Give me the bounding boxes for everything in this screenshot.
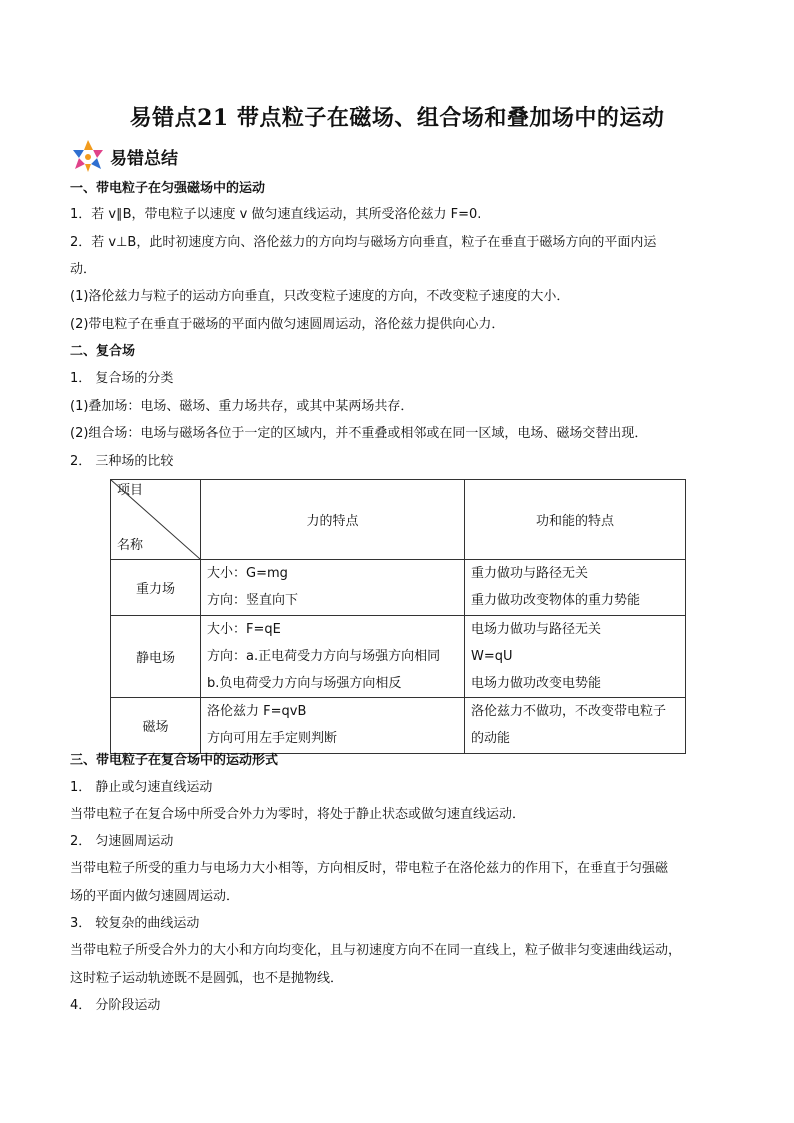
cell-line: 电场力做功改变电势能 xyxy=(471,676,602,691)
page-title: 易错点21 带点粒子在磁场、组合场和叠加场中的运动 xyxy=(129,105,665,131)
corner-bottom-label: 名称 xyxy=(117,538,144,553)
table-row xyxy=(111,560,686,616)
paragraph: 2．若 v⊥B，此时初速度方向、洛伦兹力的方向均与磁场方向垂直，粒子在垂直于磁场方向的平面内运 xyxy=(70,235,657,250)
cell-line: 重力做功与路径无关 xyxy=(471,566,589,581)
paragraph: 1． 静止或匀速直线运动 xyxy=(70,780,213,795)
cell-line: 电场力做功与路径无关 xyxy=(471,622,602,637)
summary-header xyxy=(70,138,178,174)
cell-line: 大小：G=mg xyxy=(207,566,288,581)
paragraph: 当带电粒子所受合外力的大小和方向均变化，且与初速度方向不在同一直线上，粒子做非匀变速曲线运动， xyxy=(70,943,682,958)
cell-line: 洛伦兹力 F=qvB xyxy=(207,704,307,719)
paragraph: 当带电粒子所受的重力与电场力大小相等，方向相反时，带电粒子在洛伦兹力的作用下，在垂直于匀强磁 xyxy=(70,861,669,876)
force-cell xyxy=(201,560,465,616)
cell-line: 方向：a.正电荷受力方向与场强方向相同 xyxy=(207,649,441,664)
diagonal-header-cell xyxy=(111,480,201,560)
cell-line: W=qU xyxy=(471,649,513,664)
column-header: 功和能的特点 xyxy=(465,480,686,560)
cell-line: 洛伦兹力不做功，不改变带电粒子 xyxy=(471,704,667,719)
force-cell xyxy=(201,616,465,698)
section-heading: 一、带电粒子在匀强磁场中的运动 xyxy=(70,181,266,196)
cell-line: 大小：F=qE xyxy=(207,622,281,637)
corner-top-label: 项目 xyxy=(117,483,144,498)
cell-line: 的动能 xyxy=(471,731,511,746)
row-name: 磁场 xyxy=(111,698,201,754)
paragraph: 1． 复合场的分类 xyxy=(70,371,174,386)
comparison-table xyxy=(110,479,686,754)
row-name: 静电场 xyxy=(111,616,201,698)
paragraph: (2)组合场：电场与磁场各位于一定的区域内，并不重叠或相邻或在同一区域，电场、磁场交替出现． xyxy=(70,426,648,441)
paragraph: 动． xyxy=(70,262,97,277)
section-heading: 二、复合场 xyxy=(70,344,136,359)
paragraph: 这时粒子运动轨迹既不是圆弧，也不是抛物线． xyxy=(70,971,344,986)
column-header: 力的特点 xyxy=(201,480,465,560)
table-row xyxy=(111,616,686,698)
paragraph: 场的平面内做匀速圆周运动． xyxy=(70,889,240,904)
paragraph: (1)洛伦兹力与粒子的运动方向垂直，只改变粒子速度的方向，不改变粒子速度的大小． xyxy=(70,289,570,304)
paragraph: 当带电粒子在复合场中所受合外力为零时，将处于静止状态或做匀速直线运动． xyxy=(70,807,526,822)
paragraph: (2)带电粒子在垂直于磁场的平面内做匀速圆周运动，洛伦兹力提供向心力． xyxy=(70,317,505,332)
cell-line: b.负电荷受力方向与场强方向相反 xyxy=(207,676,402,691)
work-cell xyxy=(465,616,686,698)
star-icon xyxy=(70,138,106,174)
paragraph: 1．若 v∥B，带电粒子以速度 v 做匀速直线运动，其所受洛伦兹力 F=0. xyxy=(70,207,482,222)
row-name: 重力场 xyxy=(111,560,201,616)
table-row xyxy=(111,698,686,754)
paragraph: 2． 三种场的比较 xyxy=(70,454,174,469)
cell-line: 方向：竖直向下 xyxy=(207,593,299,608)
summary-label: 易错总结 xyxy=(110,148,178,169)
cell-line: 重力做功改变物体的重力势能 xyxy=(471,593,641,608)
section-heading: 三、带电粒子在复合场中的运动形式 xyxy=(70,753,279,768)
paragraph: 3． 较复杂的曲线运动 xyxy=(70,916,200,931)
work-cell xyxy=(465,560,686,616)
work-cell xyxy=(465,698,686,754)
force-cell xyxy=(201,698,465,754)
paragraph: 4． 分阶段运动 xyxy=(70,998,161,1013)
paragraph: (1)叠加场：电场、磁场、重力场共存，或其中某两场共存． xyxy=(70,399,414,414)
paragraph: 2． 匀速圆周运动 xyxy=(70,834,174,849)
cell-line: 方向可用左手定则判断 xyxy=(207,731,338,746)
table-header-row xyxy=(111,480,686,560)
